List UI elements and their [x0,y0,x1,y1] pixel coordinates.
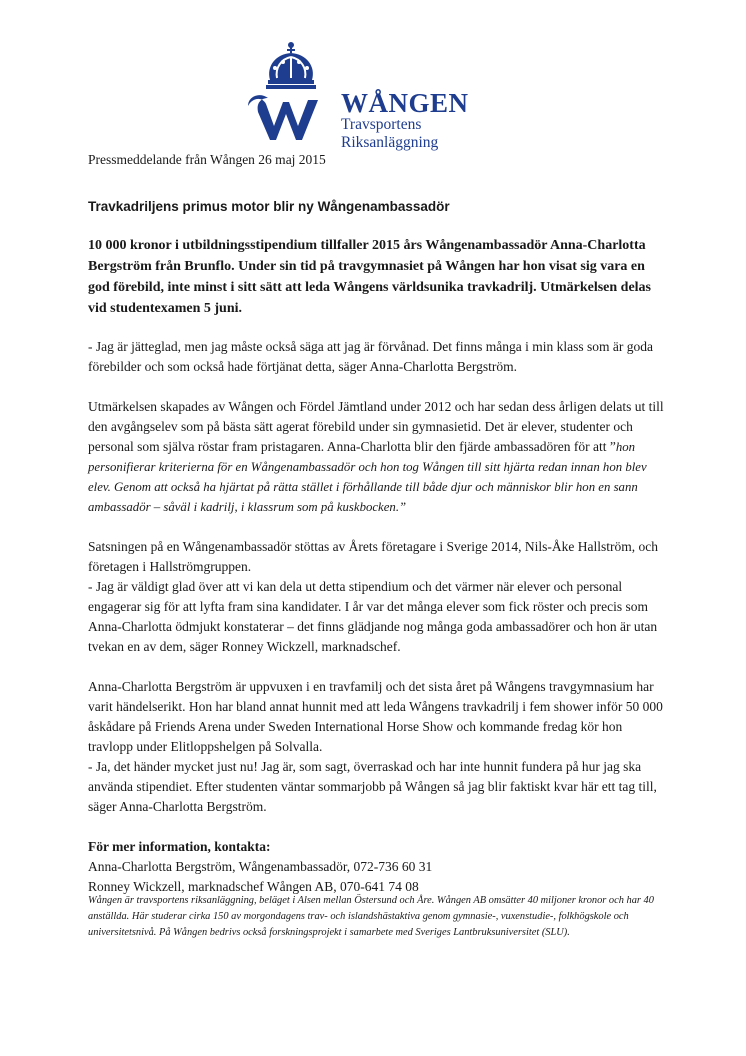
quote-paragraph-1: - Jag är jätteglad, men jag måste också säga att jag är förvånad. Det finns många i min klass som är goda förebilder och som också hade förtjänat detta, säger Anna-Charlotta Bergström. [88,339,653,374]
brand-name: WÅNGEN [341,88,469,118]
winner-section [88,677,668,817]
crown-w-emblem-icon [246,40,336,140]
press-release-body [88,150,668,897]
winner-quote: - Ja, det händer mycket just nu! Jag är, som sagt, överraskad och har inte hunnit fundera på hur jag ska använda stipendiet. Efter studenten väntar sommarjobb på Wången så jag blir faktiskt kvar här ett tag till, säger Anna-Charlotta Bergström. [88,759,657,814]
winner-background: Anna-Charlotta Bergström är uppvuxen i en travfamilj och det sista året på Wångens travgymnasium har varit händelserikt. Hon har bland annat hunnit med att leda Wångens travkadrilj i fem shower inför 50 000 åskådare på Friends Arena under Sweden International Horse Show och kommande fredag kör hon travlopp under Elitloppshelgen på Solvalla. [88,679,663,754]
company-footer: Wången är travsportens riksanläggning, beläget i Alsen mellan Östersund och Åre. Wången AB omsätter 40 miljoner kronor och har 40 anställda. Här studerar cirka 150 av morgondagens trav- och islandshästaktiva genom gymnasie-, vuxenstudie-, folkhögskole och universitetsnivå. På Wången bedrivs också forskningsprojekt i samarbete med Sveriges Lantbruksuniversitet (SLU). [88,895,654,938]
sponsor-section [88,537,668,657]
contact-line-2: Ronney Wickzell, marknadschef Wången AB, 070-641 74 08 [88,879,419,894]
contact-heading: För mer information, kontakta: [88,839,271,854]
background-intro: Utmärkelsen skapades av Wången och Fördel Jämtland under 2012 och har sedan dess årligen delats ut till den avgångselev som på bästa sätt agerat förebild under sin gymnasietid. Det är elever, studenter och personal som själva röstar fram pristagaren. Anna-Charlotta blir den fjärde ambassadören för att ” [88,399,664,454]
background-paragraph [88,397,668,517]
headline: Travkadriljens primus motor blir ny Wångenambassadör [88,199,450,214]
dateline: Pressmeddelande från Wången 26 maj 2015 [88,152,326,167]
contact-block [88,837,668,897]
contact-line-1: Anna-Charlotta Bergström, Wångenambassadör, 072-736 60 31 [88,859,433,874]
marketing-quote: - Jag är väldigt glad över att vi kan dela ut detta stipendium och det värmer när elever och personal engagerar sig för att lyfta fram sina kandidater. I år var det många elever som fick röster och precis som Anna-Charlotta ödmjukt konstaterar – det finns glädjande nog många goda ambassadörer och hon är utan tvekan en av dem, säger Ronney Wickzell, marknadschef. [88,579,658,654]
brand-tagline: Travsportens Riksanläggning [341,116,439,151]
sponsor-paragraph: Satsningen på en Wångenambassadör stöttas av Årets företagare i Sverige 2014, Nils-Åke Hallström, och företagen i Hallströmgruppen. [88,539,658,574]
lead-paragraph: 10 000 kronor i utbildningsstipendium tillfaller 2015 års Wångenambassadör Anna-Charlotta Bergström från Brunflo. Under sin tid på travgymnasiet på Wången har hon visat sig vara en god förebild, inte minst i sitt sätt att leda Wångens världsunika travkadrilj. Utmärkelsen delas vid studentexamen 5 juni. [88,238,652,316]
wangen-logo [246,40,506,151]
jury-motivation-quote: hon personifierar kriterierna för en Wångenambassadör och hon tog Wången till sitt hjärta redan innan hon blev elev. Genom att också ha hjärtat på rätta stället i förhållande till både djur och människor blir hon en sann ambassadör – såväl i kadrilj, i klassrum som på kuskbocken.” [88,440,647,514]
